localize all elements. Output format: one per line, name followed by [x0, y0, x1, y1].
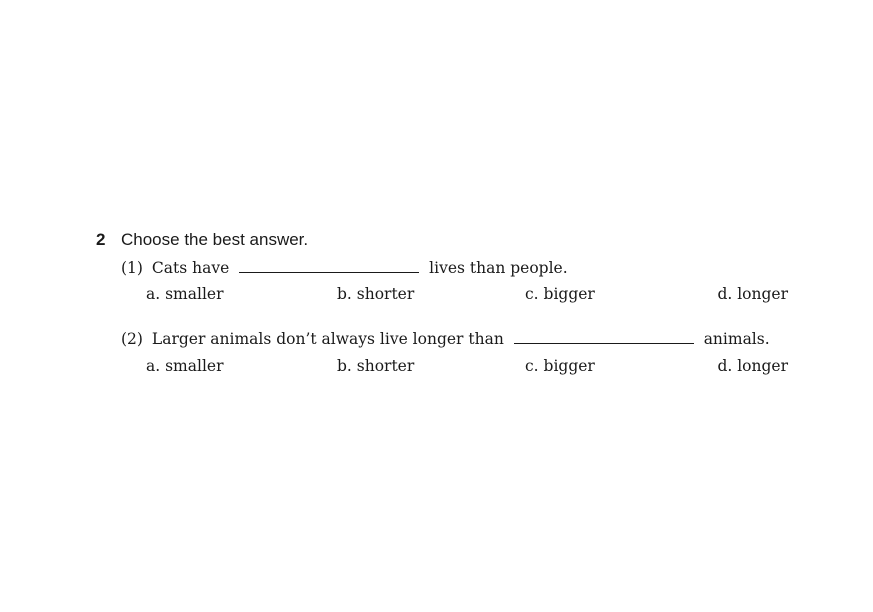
answer-blank[interactable] — [239, 271, 419, 273]
option-b[interactable]: b. shorter — [337, 285, 415, 303]
exercise-heading — [96, 230, 796, 254]
exercise-title: Choose the best answer. — [121, 230, 309, 249]
option-b[interactable]: b. shorter — [337, 357, 415, 375]
question-text-after: animals. — [703, 330, 770, 348]
option-d[interactable]: d. longer — [717, 285, 788, 303]
option-d[interactable]: d. longer — [717, 357, 788, 375]
exercise-number: 2 — [96, 230, 106, 249]
answer-options — [146, 285, 788, 305]
question-number: (1) — [121, 259, 143, 277]
question-text-before: Larger animals don’t always live longer than — [151, 330, 504, 348]
question-text-after: lives than people. — [429, 259, 568, 277]
question-2 — [96, 326, 796, 406]
question-number: (2) — [121, 330, 143, 348]
option-a[interactable]: a. smaller — [146, 357, 224, 375]
question-text-before: Cats have — [151, 259, 230, 277]
question-1 — [96, 254, 796, 326]
exercise-section — [96, 230, 796, 406]
option-a[interactable]: a. smaller — [146, 285, 224, 303]
answer-options — [146, 357, 788, 377]
question-1-text — [121, 259, 568, 277]
question-2-text — [121, 330, 770, 348]
answer-blank[interactable] — [514, 342, 694, 344]
option-c[interactable]: c. bigger — [525, 357, 595, 375]
option-c[interactable]: c. bigger — [525, 285, 595, 303]
